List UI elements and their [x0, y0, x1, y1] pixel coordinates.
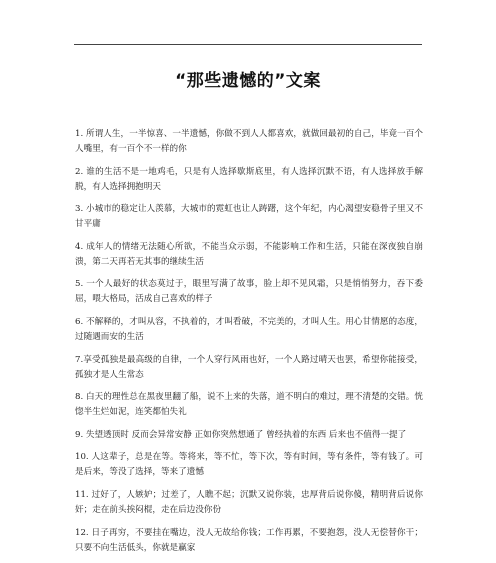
list-item: 1. 所谓人生，一半惊喜、一半遗憾，你做不到人人都喜欢，就做回最初的自己，毕竟一百个人嘴里，有一百个不一样的你: [75, 129, 423, 154]
list-item: 4. 成年人的情绪无法随心所欲，不能当众示弱，不能影响工作和生活，只能在深夜独自崩溃，第二天再若无其事的继续生活: [75, 241, 423, 267]
list-item: 3. 小城市的稳定让人羡慕，大城市的霓虹也让人踌躇，这个年纪，内心渴望安稳骨子里又不甘平庸: [75, 204, 423, 230]
quote-list: [75, 127, 423, 563]
list-item: 9. 失望透顶时 反而会异常安静 正如你突然想通了 曾经执着的东西 后来也不值得一提了: [75, 429, 407, 440]
list-item: 7.享受孤独是最高级的自律，一个人穿行风雨也好，一个人路过晴天也罢，希望你能接受，孤独才是人生常态: [75, 354, 423, 380]
header-divider: [74, 44, 422, 45]
document-title: “那些遗憾的”文案: [175, 71, 321, 91]
list-item: 5. 一个人最好的状态莫过于，眼里写满了故事，脸上却不见风霜，只是悄悄努力，吞下委屈，喂大格局，活成自己喜欢的样子: [75, 279, 423, 305]
list-item: 8. 白天的理性总在黑夜里翻了船，说不上来的失落，道不明白的难过，理不清楚的交错。恍惚半生烂如泥，连笑都怕失礼: [75, 392, 423, 418]
list-item: 10. 人这辈子，总是在等。等将来，等不忙，等下次，等有时间，等有条件，等有钱了。可是后来，等没了选择，等来了遗憾: [75, 452, 423, 478]
list-item: 12. 日子再穷，不要挂在嘴边，没人无故给你钱；工作再累，不要抱怨，没人无偿替你干；只要不向生活低头，你就是赢家: [75, 527, 423, 553]
list-item: 2. 谁的生活不是一地鸡毛，只是有人选择歇斯底里，有人选择沉默不语，有人选择放手解脱，有人选择拥抱明天: [75, 166, 423, 192]
list-item: 11. 过好了，人嫉妒；过差了，人瞧不起；沉默又说你装，忠厚背后说你傻，精明背后说你奸；走在前头挨闷棍，走在后边没你份: [75, 489, 423, 515]
list-item: 6. 不解释的，才叫从容，不执着的，才叫看破，不完美的，才叫人生。用心甘情愿的态度，过随遇而安的生活: [75, 316, 423, 342]
